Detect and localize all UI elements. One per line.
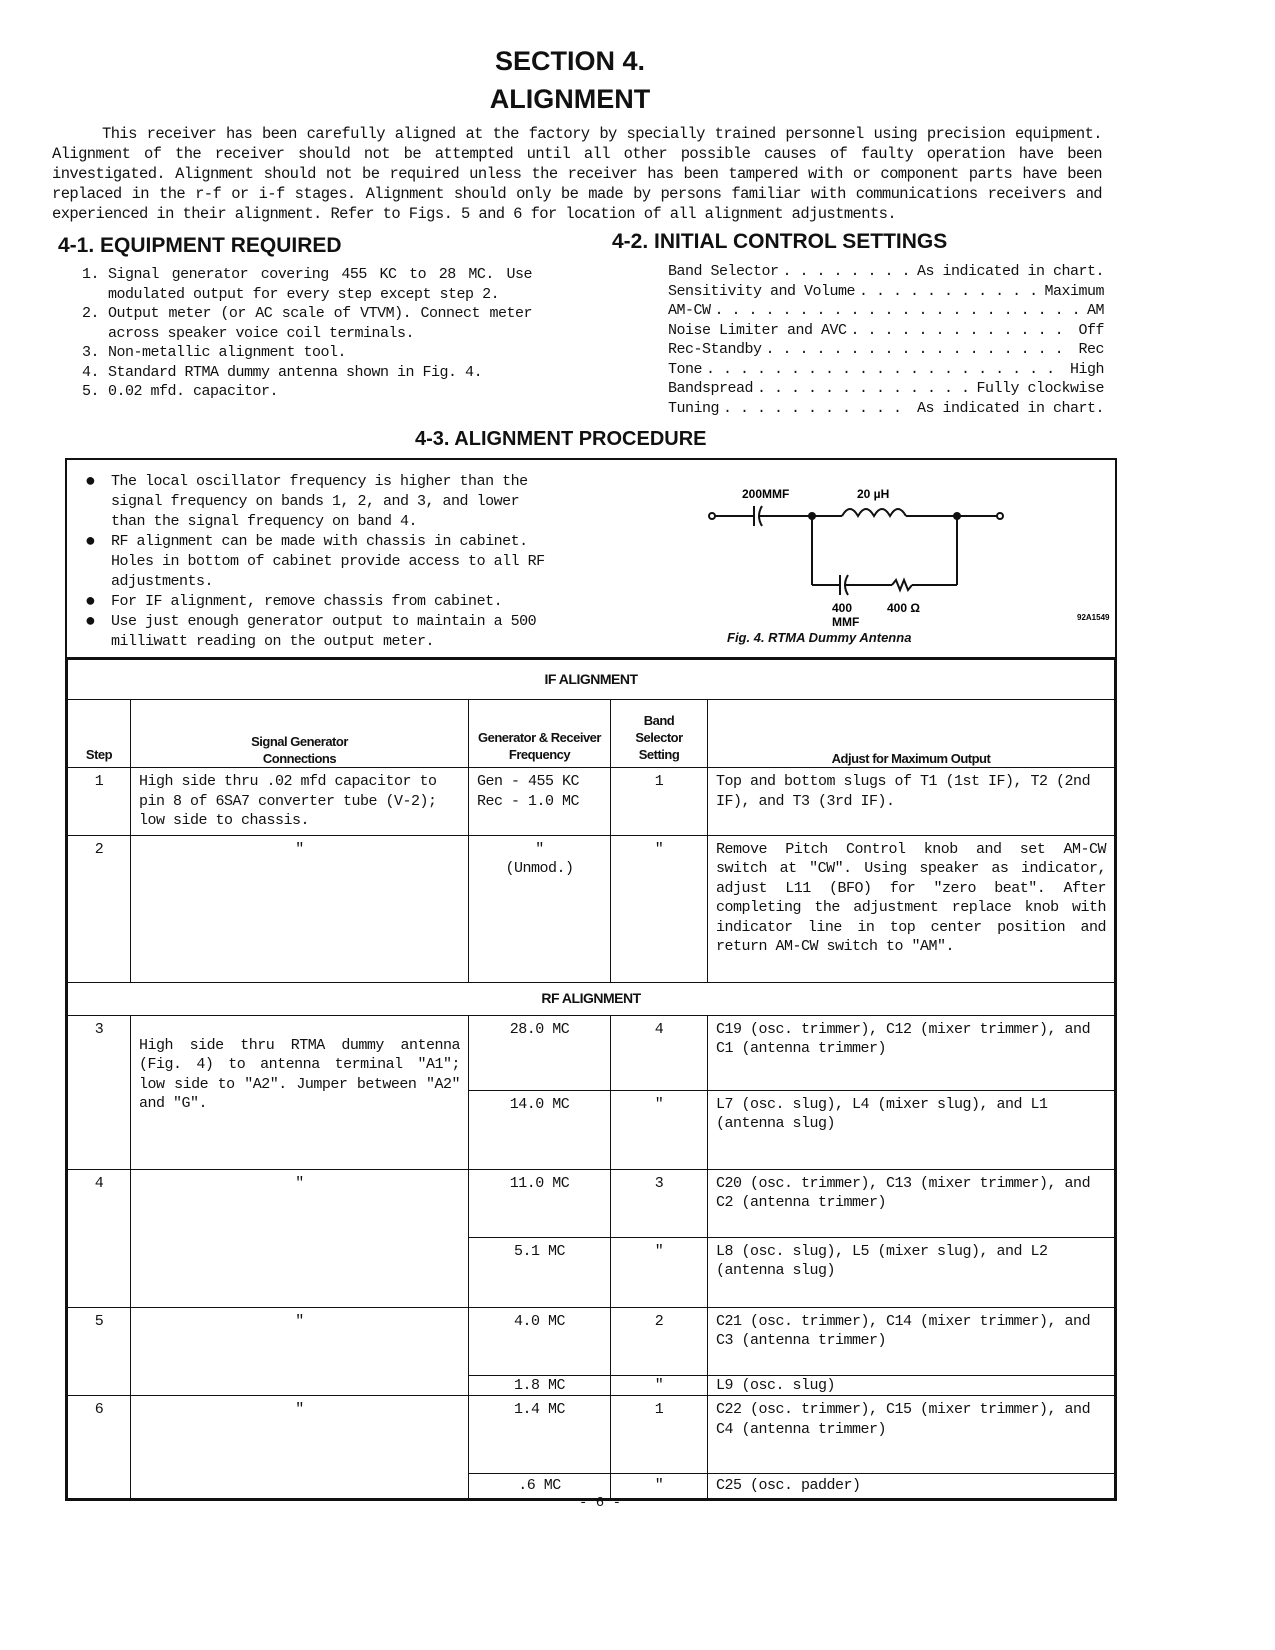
item-text: 0.02 mfd. capacitor. (108, 383, 279, 400)
rf-alignment-heading: RF ALIGNMENT (68, 982, 1115, 1015)
item-number: 5. (82, 383, 100, 400)
setting-name: Noise Limiter and AVC (668, 321, 847, 339)
intro-paragraph (52, 124, 1102, 224)
setting-value: Fully clockwise (976, 380, 1104, 397)
connection-cell: " (131, 1169, 469, 1307)
step-cell: 2 (68, 835, 131, 982)
note-text: For IF alignment, remove chassis from cabinet. (111, 593, 503, 610)
step-cell: 6 (68, 1396, 131, 1499)
page-number: - 6 - (578, 1495, 621, 1511)
note-item (85, 592, 555, 612)
item-number: 4. (82, 363, 100, 381)
table-row (68, 768, 1115, 836)
section-row (68, 660, 1115, 700)
band-cell: " (611, 1237, 708, 1307)
frequency-cell: 1.4 MC (469, 1396, 611, 1474)
table-row (68, 1169, 1115, 1237)
bullet-icon: ● (85, 592, 96, 612)
connection-cell: " (131, 1396, 469, 1499)
alignment-table (67, 659, 1115, 1499)
setting-name: Rec-Standby (668, 341, 762, 358)
step-cell: 3 (68, 1015, 131, 1169)
setting-name: Band Selector (668, 263, 779, 280)
page-title: ALIGNMENT (489, 84, 651, 114)
band-cell: 1 (611, 768, 708, 836)
setting-value: Maximum (1044, 282, 1104, 300)
setting-name: Tuning (668, 399, 720, 417)
setting-value: Rec (1078, 341, 1104, 358)
col-header-step: Step (68, 700, 131, 768)
setting-value: High (1069, 360, 1104, 378)
note-text: RF alignment can be made with chassis in cabinet. Holes in bottom of cabinet provide access to all RF adjustments. (111, 533, 545, 590)
band-cell: " (611, 1090, 708, 1169)
frequency-cell: .6 MC (469, 1474, 611, 1499)
unmod-note: (Unmod.) (505, 860, 574, 877)
band-cell: " (611, 1375, 708, 1396)
band-cell: 4 (611, 1015, 708, 1090)
dummy-antenna-schematic (692, 470, 1112, 655)
setting-name: AM-CW (668, 302, 711, 319)
list-item (82, 343, 532, 363)
setting-value: Off (1078, 321, 1104, 339)
alignment-chart (65, 458, 1117, 1501)
intro-text: Alignment of the receiver should not be attempted until all other possible causes of faulty operation have been investigated. Alignment should not be required unless the receiver has been tampered with or component parts have been replaced in the r-f or i-f stages. Alignment should only be made by persons familiar with communications receivers and experienced in their alignment. Refer to Figs. 5 and 6 for location of all alignment adjustments. (52, 145, 1102, 223)
list-item (82, 363, 532, 383)
equipment-heading: 4-1. EQUIPMENT REQUIRED (58, 234, 342, 257)
connection-cell: " (131, 835, 469, 982)
ditto-mark: " (535, 840, 544, 858)
setting-row (668, 301, 1104, 321)
adjust-cell: C19 (osc. trimmer), C12 (mixer trimmer), and C1 (antenna trimmer) (708, 1015, 1115, 1090)
capacitor-label: 200MMF (742, 487, 790, 501)
connection-cell: High side thru .02 mfd capacitor to pin 8 of 6SA7 converter tube (V-2); low side to chassis. (131, 768, 469, 836)
band-cell: 1 (611, 1396, 708, 1474)
intro-sentence-1: This receiver has been carefully aligned at the factory by specially trained personnel using precision equipment. (102, 125, 1102, 143)
settings-heading: 4-2. INITIAL CONTROL SETTINGS (612, 230, 948, 253)
setting-name: Sensitivity and Volume (668, 282, 856, 300)
figure-code: 92A1549 (1077, 613, 1110, 622)
capacitor2-value: 400 (832, 601, 853, 615)
adjust-cell: C22 (osc. trimmer), C15 (mixer trimmer), and C4 (antenna trimmer) (708, 1396, 1115, 1474)
junction-dot (808, 512, 816, 520)
adjust-cell: C21 (osc. trimmer), C14 (mixer trimmer), and C3 (antenna trimmer) (708, 1307, 1115, 1375)
section-number: SECTION 4. (494, 46, 646, 76)
item-text: Signal generator covering 455 KC to 28 MC. Use modulated output for every step except step 2. (108, 266, 532, 303)
band-cell: 3 (611, 1169, 708, 1237)
step-cell: 5 (68, 1307, 131, 1396)
frequency-cell: Gen - 455 KC Rec - 1.0 MC (469, 768, 611, 836)
setting-row (668, 282, 1104, 302)
resistor-label: 400 Ω (887, 601, 920, 615)
procedure-heading: 4-3. ALIGNMENT PROCEDURE (415, 428, 707, 450)
bullet-icon: ● (85, 532, 96, 552)
item-number: 3. (82, 344, 100, 361)
table-row (68, 1396, 1115, 1474)
table-row (68, 835, 1115, 982)
frequency-cell: 4.0 MC (469, 1307, 611, 1375)
adjust-cell: C25 (osc. padder) (708, 1474, 1115, 1499)
if-alignment-heading: IF ALIGNMENT (68, 660, 1115, 700)
col-header-adjust: Adjust for Maximum Output (708, 700, 1115, 768)
col-header-connections: Signal Generator Connections (131, 700, 469, 768)
note-item (85, 612, 555, 652)
list-item (82, 265, 532, 304)
setting-row (668, 399, 1104, 419)
step-cell: 1 (68, 768, 131, 836)
connection-cell: High side thru RTMA dummy antenna (Fig. 4) to antenna terminal "A1"; low side to "A2". Jumper between "A2" and "G". (131, 1015, 469, 1169)
setting-name: Bandspread (668, 380, 754, 397)
section-row (68, 982, 1115, 1015)
frequency-cell: 11.0 MC (469, 1169, 611, 1237)
item-number: 2. (82, 305, 100, 322)
inductor-label: 20 µH (857, 487, 890, 501)
connection-cell: " (131, 1307, 469, 1396)
setting-name: Tone (668, 360, 703, 378)
col-header-frequency: Generator & Receiver Frequency (469, 700, 611, 768)
adjust-cell: Remove Pitch Control knob and set AM-CW switch at "CW". Using speaker as indicator, adjust L11 (BFO) for "zero beat". After completing the adjustment replace knob with indicator line in top center position and return AM-CW switch to "AM". (708, 835, 1115, 982)
adjust-cell: C20 (osc. trimmer), C13 (mixer trimmer), and C2 (antenna trimmer) (708, 1169, 1115, 1237)
setting-row (668, 321, 1104, 341)
setting-value: As indicated in chart. (916, 399, 1104, 417)
table-row (68, 1015, 1115, 1090)
list-item (82, 382, 532, 402)
adjust-cell: L9 (osc. slug) (708, 1375, 1115, 1396)
list-item (82, 304, 532, 343)
table-row (68, 1307, 1115, 1375)
note-item (85, 472, 555, 532)
note-text: Use just enough generator output to maintain a 500 milliwatt reading on the output meter. (111, 613, 537, 650)
frequency-cell (469, 835, 611, 982)
note-text: The local oscillator frequency is higher than the signal frequency on bands 1, 2, and 3, and lower than the signal frequency on band 4. (111, 473, 528, 530)
col-header-band: Band Selector Setting (611, 700, 708, 768)
frequency-cell: 14.0 MC (469, 1090, 611, 1169)
setting-row (668, 360, 1104, 380)
header-row (68, 700, 1115, 768)
setting-row (668, 340, 1104, 360)
note-item (85, 532, 555, 592)
item-number: 1. (82, 266, 100, 283)
frequency-cell: 28.0 MC (469, 1015, 611, 1090)
notes-list (85, 472, 555, 652)
item-text: Output meter (or AC scale of VTVM). Connect meter across speaker voice coil terminals. (108, 305, 532, 342)
setting-value: As indicated in chart. (916, 263, 1104, 280)
frequency-cell: 1.8 MC (469, 1375, 611, 1396)
item-text: Non-metallic alignment tool. (108, 344, 347, 361)
bullet-icon: ● (85, 472, 96, 492)
settings-list (668, 262, 1104, 418)
figure-caption: Fig. 4. RTMA Dummy Antenna (727, 630, 912, 645)
setting-row (668, 379, 1104, 399)
bullet-icon: ● (85, 612, 96, 632)
setting-value: AM (1086, 302, 1104, 319)
adjust-cell: L7 (osc. slug), L4 (mixer slug), and L1 (antenna slug) (708, 1090, 1115, 1169)
band-cell: 2 (611, 1307, 708, 1375)
notes-panel (67, 460, 1115, 659)
setting-row (668, 262, 1104, 282)
adjust-cell: Top and bottom slugs of T1 (1st IF), T2 (2nd IF), and T3 (3rd IF). (708, 768, 1115, 836)
band-cell: " (611, 1474, 708, 1499)
equipment-list (82, 265, 532, 402)
capacitor2-unit: MMF (832, 615, 860, 629)
adjust-cell: L8 (osc. slug), L5 (mixer slug), and L2 (antenna slug) (708, 1237, 1115, 1307)
band-cell: " (611, 835, 708, 982)
item-text: Standard RTMA dummy antenna shown in Fig. 4. (108, 363, 483, 381)
junction-dot (953, 512, 961, 520)
step-cell: 4 (68, 1169, 131, 1307)
frequency-cell: 5.1 MC (469, 1237, 611, 1307)
